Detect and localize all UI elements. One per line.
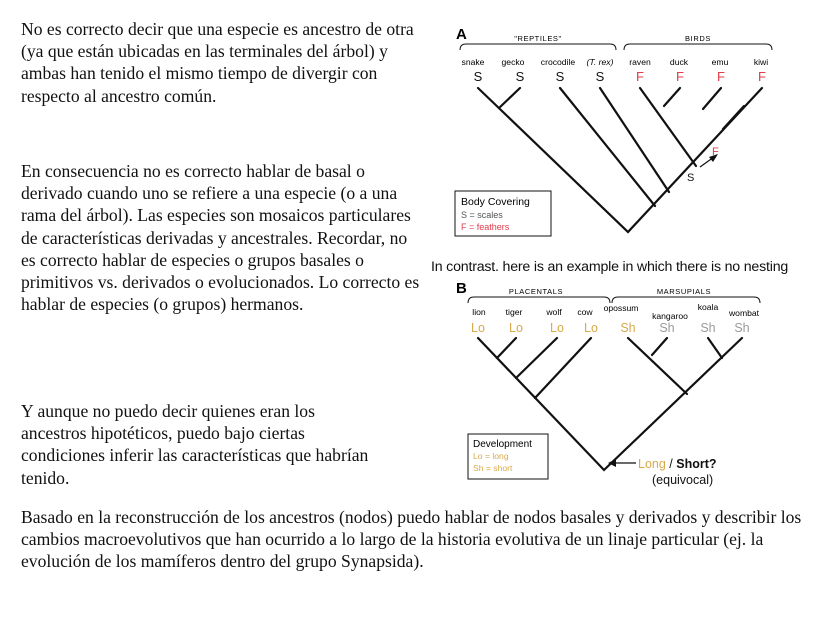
taxon-t-rex: (T. rex) (586, 57, 614, 67)
root-short: Short? (676, 457, 717, 471)
root-long: Long (638, 457, 666, 471)
group-label-marsupials: MARSUPIALS (656, 287, 712, 296)
transition-to-state: F (712, 146, 719, 158)
state-kangaroo: Sh (659, 321, 675, 335)
cladogram-body-covering (452, 20, 792, 240)
taxon-tiger: tiger (505, 307, 523, 317)
state-tiger: Lo (509, 321, 523, 335)
root-separator: / (665, 457, 677, 471)
paragraph-ancestor: No es correcto decir que una especie es ancestro de otra (ya que están ubicadas en las terminales del árbol) y ambas han tenido el mismo tiempo de divergir con respecto al ancestro común. (21, 19, 414, 106)
legend-feathers: F = feathers (461, 222, 510, 232)
paragraph-hypothetical-ancestors: Y aunque no puedo decir quienes eran los ancestros hipotéticos, puedo bajo ciertas condiciones inferir las características que habrían tenido. (21, 401, 369, 488)
cladogram-development (452, 278, 802, 494)
figure-letter-b: B (456, 280, 467, 297)
state-wolf: Lo (550, 321, 564, 335)
bracket-birds (624, 44, 772, 50)
legend-short: Sh = short (473, 463, 513, 473)
group-label-birds: BIRDS (685, 34, 711, 43)
legend-scales: S = scales (461, 210, 503, 220)
legend-title-a: Body Covering (461, 196, 530, 208)
state-raven: F (636, 69, 644, 84)
root-state-label (638, 457, 717, 471)
state-kiwi: F (758, 69, 766, 84)
state-koala: Sh (700, 321, 716, 335)
taxon-koala: koala (697, 302, 719, 312)
taxon-kangaroo: kangaroo (652, 311, 688, 321)
taxon-kiwi: kiwi (753, 57, 769, 67)
root-equivocal: (equivocal) (652, 473, 714, 487)
state-gecko: S (515, 69, 525, 84)
contrast-caption: In contrast. here is an example in which there is no nesting (431, 259, 789, 275)
taxon-opossum: opossum (603, 303, 639, 313)
state-wombat: Sh (734, 321, 750, 335)
figure-letter-a: A (456, 26, 467, 43)
taxon-crocodile: crocodile (540, 57, 576, 67)
taxon-emu: emu (711, 57, 729, 67)
state-duck: F (676, 69, 684, 84)
taxon-cow: cow (577, 307, 593, 317)
state-cow: Lo (584, 321, 598, 335)
taxon-wombat: wombat (728, 308, 760, 318)
taxon-duck: duck (669, 57, 689, 67)
legend-long: Lo = long (473, 451, 509, 461)
taxon-gecko: gecko (501, 57, 525, 67)
group-label-placentals: PLACENTALS (508, 287, 564, 296)
taxon-snake: snake (461, 57, 485, 67)
taxon-wolf: wolf (546, 307, 562, 317)
paragraph-node-reconstruction: Basado en la reconstrucción de los ancestros (nodos) puedo hablar de nodos basales y derivados y describir los cambios macroevolutivos que han ocurrido a lo largo de la historia evolutiva de un linaje particular (ej. la evolución de los mamíferos dentro del grupo Synapsida). (21, 507, 802, 572)
state-lion: Lo (471, 321, 485, 335)
transition-from-state: S (687, 172, 695, 184)
state-emu: F (717, 69, 725, 84)
state-t-rex: S (595, 69, 605, 84)
taxon-raven: raven (629, 57, 651, 67)
state-opossum: Sh (620, 321, 636, 335)
bracket-placentals (468, 297, 610, 303)
legend-title-b: Development (473, 439, 532, 450)
group-label-reptiles: "REPTILES" (514, 34, 562, 43)
taxon-lion: lion (472, 307, 486, 317)
paragraph-basal-derived: En consecuencia no es correcto hablar de basal o derivado cuando uno se refiere a una especie (o a una rama del árbol). Las especies son mosaicos particulares de características derivadas y ancestrales. Recordar, no es correcto hablar de especies o grupos basales o primitivos vs. derivados o evolucionados. Lo correcto es hablar de especies (o grupos) hermanos. (21, 161, 420, 315)
bracket-reptiles (460, 44, 616, 50)
state-snake: S (473, 69, 483, 84)
state-crocodile: S (555, 69, 565, 84)
